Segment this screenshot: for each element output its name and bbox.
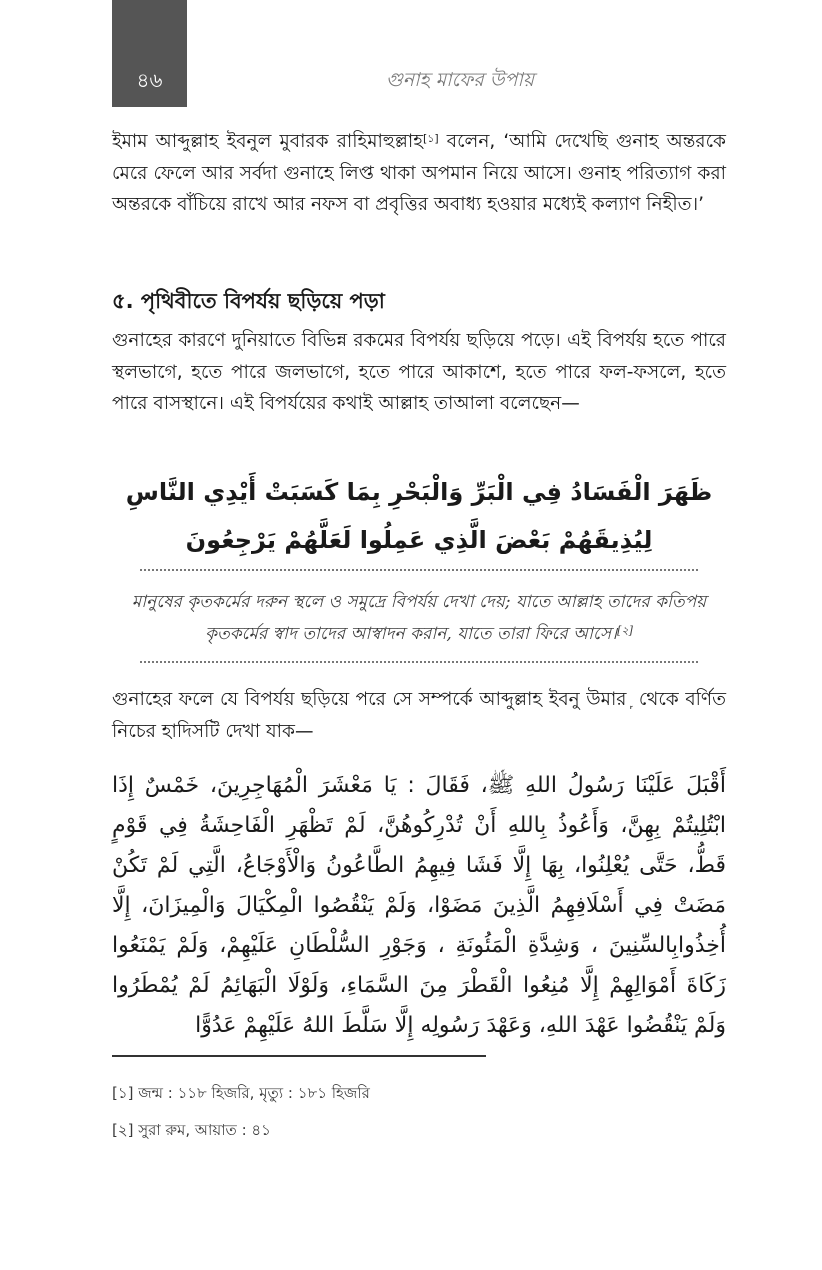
- page-number: ৪৬: [136, 68, 163, 92]
- hadith-text: أَقْبَلَ عَلَيْنَا رَسُولُ اللهِ ﷺ، فَقَالَ : يَا مَعْشَرَ الْمُهَاجِرِينَ، خَمْسٌ إِذَا ابْتُلِيتُمْ بِهِنَّ، وَأَعُوذُ بِاللهِ أَنْ تُدْرِكُوهُنَّ، لَمْ تَظْهَرِ الْفَاحِشَةُ فِي قَوْمٍ قَطُّ، حَتَّى يُعْلِنُوا، بِهَا إِلَّا فَشَا فِيهِمُ الطَّاعُونُ وَالْأَوْجَاعُ، الَّتِي لَمْ تَكُنْ مَضَتْ فِي أَسْلَافِهِمُ الَّذِينَ مَضَوْا، وَلَمْ يَنْقُصُوا الْمِكْيَالَ وَالْمِيزَانَ، إِلَّا أُخِذُوابِالسِّنِينَ ، وَشِدَّةِ الْمَئُونَةِ ، وَجَوْرِ السُّلْطَانِ عَلَيْهِمْ، وَلَمْ يَمْنَعُوا زَكَاةَ أَمْوَالِهِمْ إِلَّا مُنِعُوا الْقَطْرَ مِنَ السَّمَاءِ، وَلَوْلَا الْبَهَائِمُ لَمْ يُمْطَرُوا وَلَمْ يَنْقُضُوا عَهْدَ اللهِ، وَعَهْدَ رَسُولِه إِلَّا سَلَّطَ اللهُ عَلَيْهِمْ عَدُوًّا: [112, 773, 726, 1038]
- verse-divider-top: [140, 569, 698, 571]
- quran-verse: ظَهَرَ الْفَسَادُ فِي الْبَرِّ وَالْبَحْرِ بِمَا كَسَبَتْ أَيْدِي النَّاسِ لِيُذِيقَهُمْ بَعْضَ الَّذِي عَمِلُوا لَعَلَّهُمْ يَرْجِعُونَ: [125, 478, 713, 554]
- footnote-ref-1: [১]: [422, 132, 439, 145]
- section-heading: ৫. পৃথিবীতে বিপর্যয় ছড়িয়ে পড়া: [112, 289, 385, 313]
- verse-translation: [128, 586, 710, 650]
- intro-text: ইমাম আব্দুল্লাহ ইবনুল মুবারক রাহিমাহুল্লাহ: [112, 131, 423, 152]
- intro-paragraph: [112, 126, 726, 221]
- footnote-2: [২] সুরা রুম, আয়াত : ৪১: [112, 1121, 271, 1139]
- running-header: গুনাহ মাফের উপায়: [385, 69, 535, 91]
- footnote-rule: [112, 1055, 486, 1057]
- page-number-tab: [112, 0, 187, 107]
- verse-translation-text: মানুষের কৃতকর্মের দরুন স্থলে ও সমুদ্রে বিপর্যয় দেখা দেয়; যাতে আল্লাহ তাদের কতিপয় কৃতকর্মের স্বাদ তাদের আস্বাদন করান, যাতে তারা ফিরে আসে।: [131, 592, 707, 644]
- footnote-1: [১] জন্ম : ১১৮ হিজরি, মৃত্যু : ১৮১ হিজরি: [112, 1084, 370, 1102]
- intro-text-continued: বলেন, ‘আমি দেখেছি গুনাহ অন্তরকে মেরে ফেলে আর সর্বদা গুনাহে লিপ্ত থাকা অপমান নিয়ে আসে। গুনাহ পরিত্যাগ করা অন্তরকে বাঁচিয়ে রাখে আর নফস বা প্রবৃত্তির অবাধ্য হওয়ার মধ্যেই কল্যাণ নিহীত।’: [112, 131, 726, 215]
- section-paragraph: গুনাহের কারণে দুনিয়াতে বিভিন্ন রকমের বিপর্যয় ছড়িয়ে পড়ে। এই বিপর্যয় হতে পারে স্থলভাগে, হতে পারে জলভাগে, হতে পারে আকাশে, হতে পারে ফল-ফসলে, হতে পারে বাসস্থানে। এই বিপর্যয়ের কথাই আল্লাহ তাআলা বলেছেন—: [112, 330, 726, 414]
- hadith-intro: গুনাহের ফলে যে বিপর্যয় ছড়িয়ে পরে সে সম্পর্কে আব্দুল্লাহ ইবনু উমার ᷊ থেকে বর্ণিত নিচের হাদিসটি দেখা যাক—: [112, 689, 726, 742]
- footnote-ref-2: [২]: [617, 624, 633, 637]
- verse-divider-bottom: [140, 661, 698, 663]
